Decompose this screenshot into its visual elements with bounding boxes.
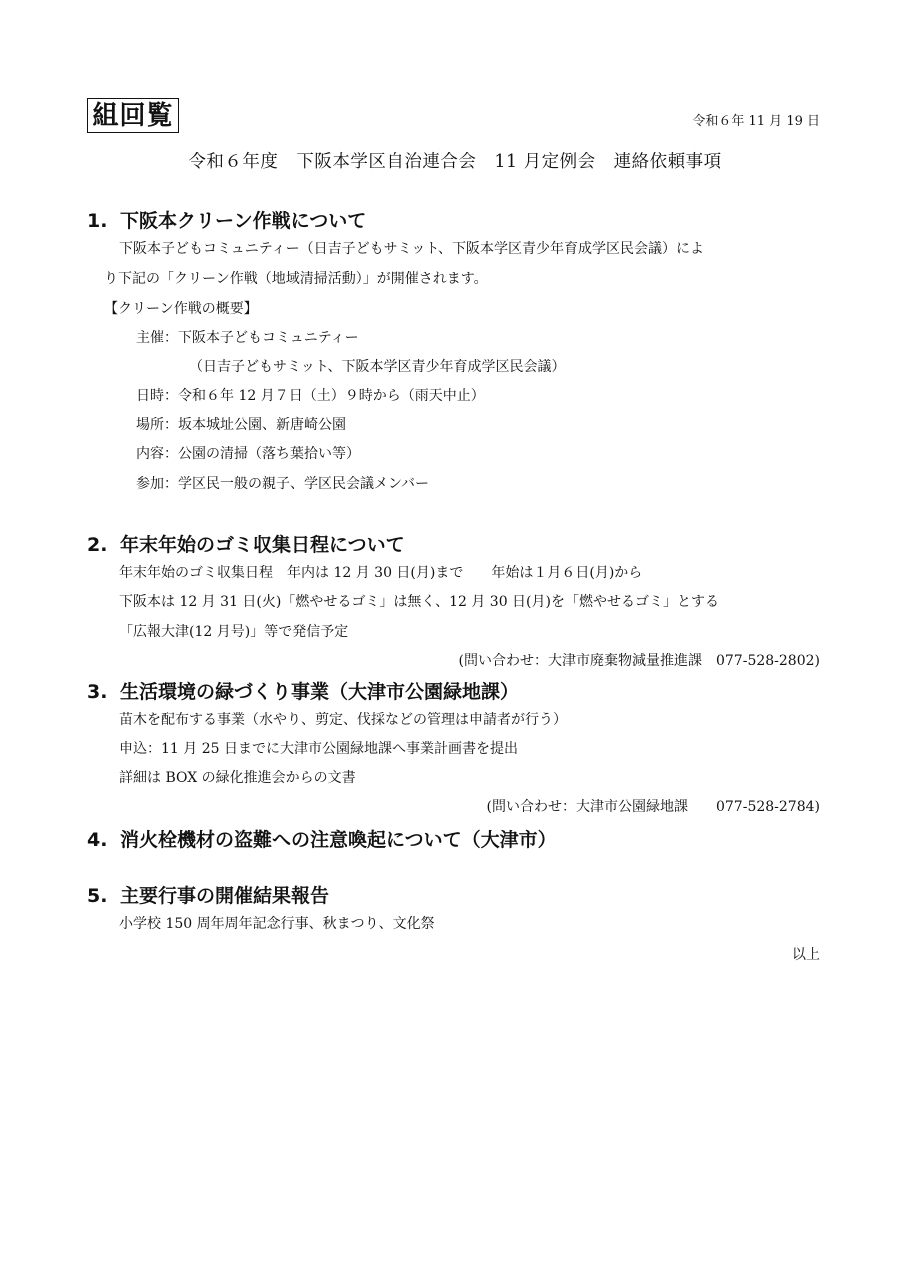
section-number: 3. [87, 681, 108, 703]
detail-organizer: 主催：下阪本子どもコミュニティー [136, 330, 359, 346]
section-title: 消火栓機材の盗難への注意喚起について（大津市） [120, 829, 557, 851]
section-title: 年末年始のゴミ収集日程について [120, 534, 405, 556]
body-line: 下阪本は 12 月 31 日(火)「燃やせるゴミ」は無く、12 月 30 日(月)を「燃やせるゴミ」とする [119, 594, 719, 610]
document-title: 令和６年度 下阪本学区自治連合会 11 月定例会 連絡依頼事項 [188, 152, 722, 172]
body-line: 苗木を配布する事業（水やり、剪定、伐採などの管理は申請者が行う） [119, 712, 567, 728]
subsection-label: 【クリーン作戦の概要】 [104, 301, 258, 317]
section-2-heading [87, 530, 405, 557]
section-title: 下阪本クリーン作戦について [120, 210, 367, 232]
circulation-badge: 組回覧 [87, 98, 179, 133]
body-line: 小学校 150 周年周年記念行事、秋まつり、文化祭 [119, 916, 435, 932]
section-number: 2. [87, 534, 108, 556]
section-number: 4. [87, 829, 108, 851]
body-line: 年末年始のゴミ収集日程 年内は 12 月 30 日(月)まで 年始は１月６日(月)から [119, 565, 643, 581]
body-line: り下記の「クリーン作戦（地域清掃活動）」が開催されます。 [104, 271, 488, 287]
detail-organizer-sub: （日吉子どもサミット、下阪本学区青少年育成学区民会議） [189, 359, 566, 375]
body-line: 詳細は BOX の緑化推進会からの文書 [119, 770, 356, 786]
section-title: 主要行事の開催結果報告 [120, 885, 330, 907]
detail-datetime: 日時：令和６年 12 月７日（土）９時から（雨天中止） [136, 388, 485, 404]
contact-info: (問い合わせ：大津市廃棄物減量推進課 077-528-2802) [458, 653, 820, 669]
section-number: 1. [87, 210, 108, 232]
body-line: 下阪本子どもコミュニティー（日吉子どもサミット、下阪本学区青少年育成学区民会議）によ [119, 241, 705, 257]
detail-content: 内容：公園の清掃（落ち葉拾い等） [136, 446, 360, 462]
document-date: 令和６年 11 月 19 日 [692, 114, 820, 129]
closing-text: 以上 [792, 947, 820, 963]
section-number: 5. [87, 885, 108, 907]
body-line: 申込：11 月 25 日までに大津市公園緑地課へ事業計画書を提出 [119, 741, 518, 757]
section-title: 生活環境の緑づくり事業（大津市公園緑地課） [120, 681, 520, 703]
detail-location: 場所：坂本城址公園、新唐崎公園 [136, 417, 346, 433]
section-5-heading [87, 881, 329, 908]
body-line: 「広報大津(12 月号)」等で発信予定 [119, 624, 349, 640]
section-4-heading [87, 825, 557, 852]
section-1-heading [87, 206, 366, 233]
detail-participants: 参加：学区民一般の親子、学区民会議メンバー [136, 476, 430, 492]
section-3-heading [87, 677, 519, 704]
contact-info: (問い合わせ：大津市公園緑地課 077-528-2784) [486, 799, 820, 815]
